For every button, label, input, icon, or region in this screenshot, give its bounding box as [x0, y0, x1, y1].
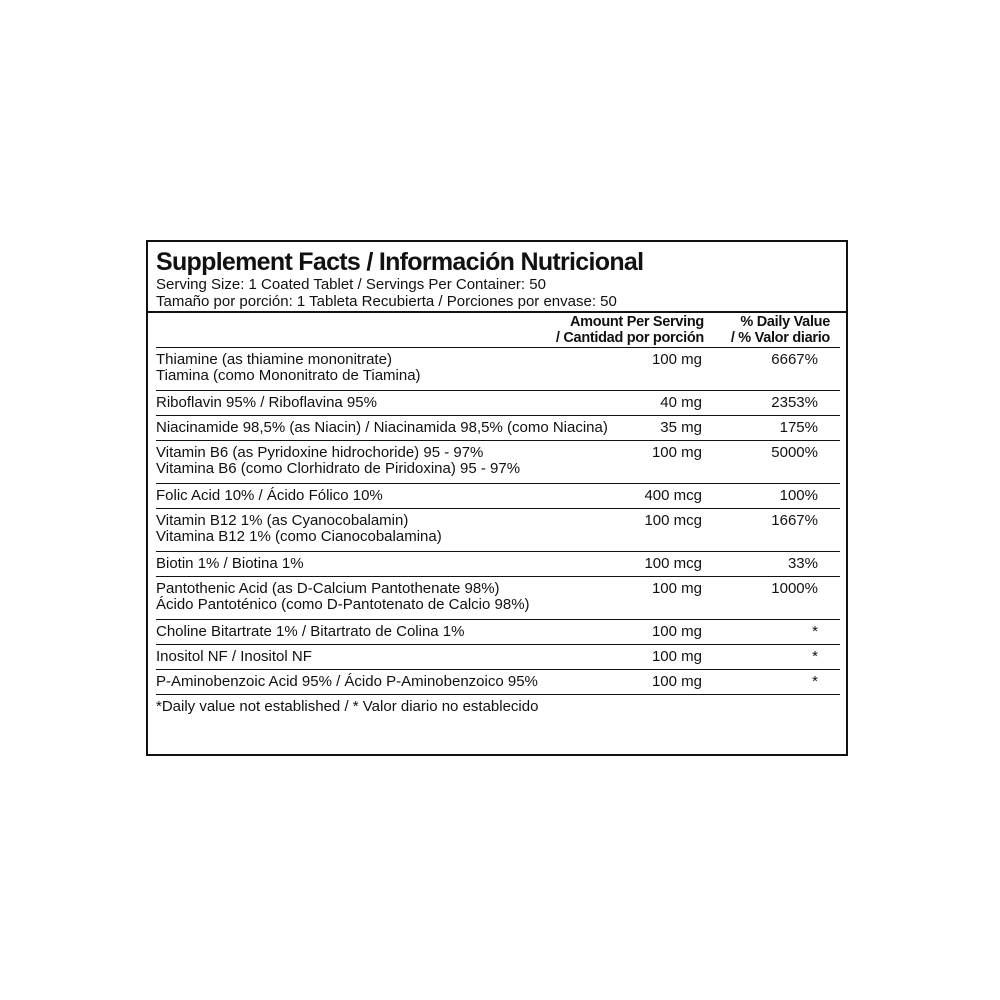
- amount-header-en: Amount Per Serving: [570, 314, 704, 330]
- nutrient-daily-value: 1667%: [771, 512, 818, 529]
- nutrient-name: Niacinamide 98,5% (as Niacin) / Niacinamida 98,5% (como Niacina): [156, 419, 608, 436]
- nutrient-amount: 100 mg: [651, 623, 702, 640]
- nutrient-row: [156, 552, 840, 576]
- nutrient-name: Riboflavin 95% / Riboflavina 95%: [156, 394, 377, 411]
- panel-title: Supplement Facts / Información Nutricional: [156, 248, 644, 276]
- nutrient-amount: 100 mg: [651, 673, 702, 690]
- nutrient-row: [156, 670, 840, 694]
- nutrient-daily-value: 2353%: [771, 394, 818, 411]
- serving-size-es: Tamaño por porción: 1 Tableta Recubierta / Porciones por envase: 50: [156, 293, 617, 310]
- nutrient-daily-value: *: [812, 623, 818, 640]
- nutrient-daily-value: 175%: [779, 419, 818, 436]
- nutrient-daily-value: 33%: [787, 555, 818, 572]
- supplement-facts-panel: [146, 240, 848, 756]
- nutrient-name: Inositol NF / Inositol NF: [156, 648, 312, 665]
- nutrient-name: P-Aminobenzoic Acid 95% / Ácido P-Aminobenzoico 95%: [156, 673, 538, 690]
- nutrient-name: Thiamine (as thiamine mononitrate): [156, 351, 392, 368]
- nutrient-amount: 35 mg: [660, 419, 702, 436]
- nutrient-amount: 100 mcg: [644, 555, 702, 572]
- nutrient-name: Choline Bitartrate 1% / Bitartrato de Colina 1%: [156, 623, 465, 640]
- nutrient-row: [156, 577, 840, 619]
- nutrient-amount: 100 mg: [651, 351, 702, 368]
- nutrient-row: [156, 620, 840, 644]
- dv-header-en: % Daily Value: [740, 314, 830, 330]
- nutrient-daily-value: *: [812, 648, 818, 665]
- column-header-row: [156, 313, 840, 347]
- nutrient-row: [156, 645, 840, 669]
- nutrient-rows: [156, 348, 840, 695]
- nutrient-daily-value: 1000%: [771, 580, 818, 597]
- nutrient-name-es: Tiamina (como Mononitrato de Tiamina): [156, 367, 421, 384]
- nutrient-daily-value: *: [812, 673, 818, 690]
- footnote: *Daily value not established / * Valor diario no establecido: [156, 698, 539, 715]
- amount-header-es: / Cantidad por porción: [555, 330, 704, 346]
- nutrient-amount: 40 mg: [660, 394, 702, 411]
- nutrient-name: Folic Acid 10% / Ácido Fólico 10%: [156, 487, 383, 504]
- nutrient-name-es: Vitamina B6 (como Clorhidrato de Piridoxina) 95 - 97%: [156, 460, 521, 477]
- nutrient-amount: 100 mg: [651, 648, 702, 665]
- nutrient-row: [156, 391, 840, 415]
- nutrient-row: [156, 484, 840, 508]
- nutrient-name: Pantothenic Acid (as D-Calcium Pantothenate 98%): [156, 580, 500, 597]
- nutrient-amount: 100 mcg: [644, 512, 702, 529]
- nutrient-name: Biotin 1% / Biotina 1%: [156, 555, 304, 572]
- nutrient-row: [156, 441, 840, 483]
- nutrient-amount: 400 mcg: [644, 487, 702, 504]
- nutrient-amount: 100 mg: [651, 580, 702, 597]
- amount-column-header: [556, 314, 704, 346]
- nutrient-name-es: Ácido Pantoténico (como D-Pantotenato de Calcio 98%): [156, 596, 530, 613]
- nutrient-daily-value: 6667%: [771, 351, 818, 368]
- nutrient-daily-value: 100%: [779, 487, 818, 504]
- nutrient-daily-value: 5000%: [771, 444, 818, 461]
- nutrient-name-es: Vitamina B12 1% (como Cianocobalamina): [156, 528, 442, 545]
- dv-header-es: / % Valor diario: [730, 330, 830, 346]
- nutrient-row: [156, 509, 840, 551]
- nutrient-row: [156, 416, 840, 440]
- nutrient-name: Vitamin B6 (as Pyridoxine hidrochoride) 95 - 97%: [156, 444, 484, 461]
- daily-value-column-header: [731, 314, 830, 346]
- nutrient-amount: 100 mg: [651, 444, 702, 461]
- serving-size-en: Serving Size: 1 Coated Tablet / Servings Per Container: 50: [156, 276, 546, 293]
- nutrient-row: [156, 348, 840, 390]
- nutrient-name: Vitamin B12 1% (as Cyanocobalamin): [156, 512, 409, 529]
